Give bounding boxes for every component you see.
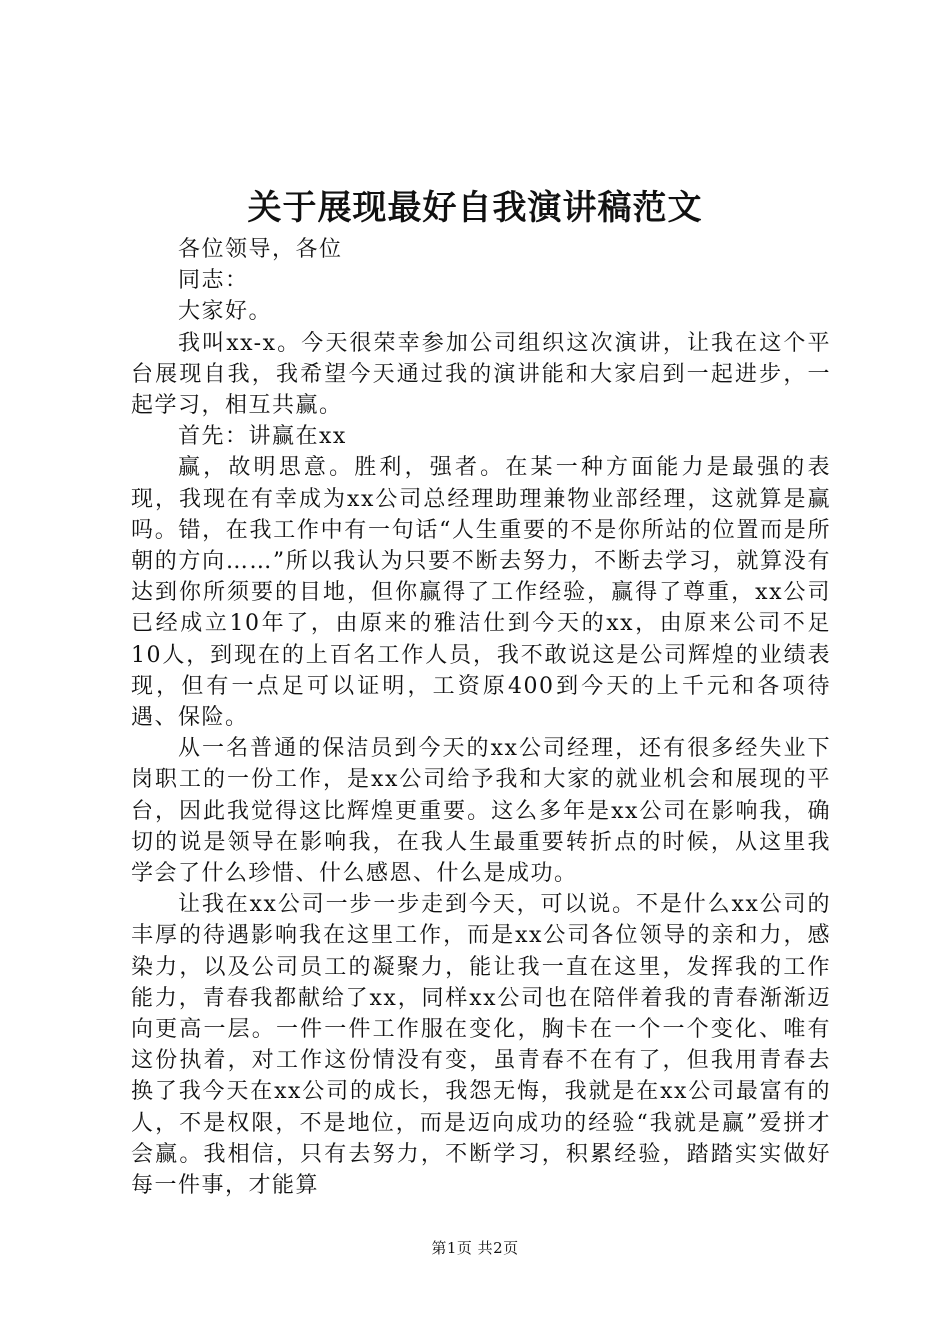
paragraph-intro: 我叫xx-x。今天很荣幸参加公司组织这次演讲，让我在这个平台展现自我，我希望今天通过我的演讲能和大家启到一起进步，一起学习，相互共赢。 bbox=[131, 330, 831, 419]
paragraph-greeting: 大家好。 bbox=[178, 299, 273, 325]
paragraph-career: 从一名普通的保洁员到今天的xx公司经理，还有很多经失业下岗职工的一份工作，是xx公司给予我和大家的就业机会和展现的平台，因此我觉得这比辉煌更重要。这么多年是xx公司在影响我，确切的说是领导在影响我，在我人生最重要转折点的时候，从这里我学会了什么珍惜、什么感恩、什么是成功。 bbox=[131, 736, 831, 887]
page-number-footer: 第1页 共2页 bbox=[431, 1239, 519, 1257]
document-title: 关于展现最好自我演讲稿范文 bbox=[247, 188, 703, 228]
paragraph-win: 赢，故明思意。胜利，强者。在某一种方面能力是最强的表现，我现在有幸成为xx公司总经理助理兼物业部经理，这就算是赢吗。错，在我工作中有一句话“人生重要的不是你所站的位置而是所朝的方向……”所以我认为只要不断去努力，不断去学习，就算没有达到你所须要的目地，但你赢得了工作经验，赢得了尊重，xx公司已经成立10年了，由原来的雅洁仕到今天的xx，由原来公司不足10人，到现在的上百名工作人员，我不敢说这是公司辉煌的业绩表现，但有一点足可以证明，工资原400到今天的上千元和各项待遇、保险。 bbox=[131, 455, 831, 731]
document-body bbox=[131, 234, 831, 1201]
paragraph-growth: 让我在xx公司一步一步走到今天，可以说。不是什么xx公司的丰厚的待遇影响我在这里工作，而是xx公司各位领导的亲和力，感染力，以及公司员工的凝聚力，能让我一直在这里，发挥我的工作能力，青春我都献给了xx，同样xx公司也在陪伴着我的青春渐渐迈向更高一层。一件一件工作服在变化，胸卡在一个一个变化、唯有这份执着，对工作这份情没有变，虽青春不在有了，但我用青春去换了我今天在xx公司的成长，我怨无悔，我就是在xx公司最富有的人，不是权限，不是地位，而是迈向成功的经验“我就是赢”爱拼才会赢。我相信，只有去努力，不断学习，积累经验，踏踏实实做好每一件事，才能算 bbox=[131, 892, 831, 1199]
paragraph-salutation-cont: 同志： bbox=[178, 268, 249, 294]
paragraph-salutation: 各位领导，各位 bbox=[178, 237, 343, 262]
paragraph-heading-first: 首先：讲赢在xx bbox=[178, 424, 347, 450]
